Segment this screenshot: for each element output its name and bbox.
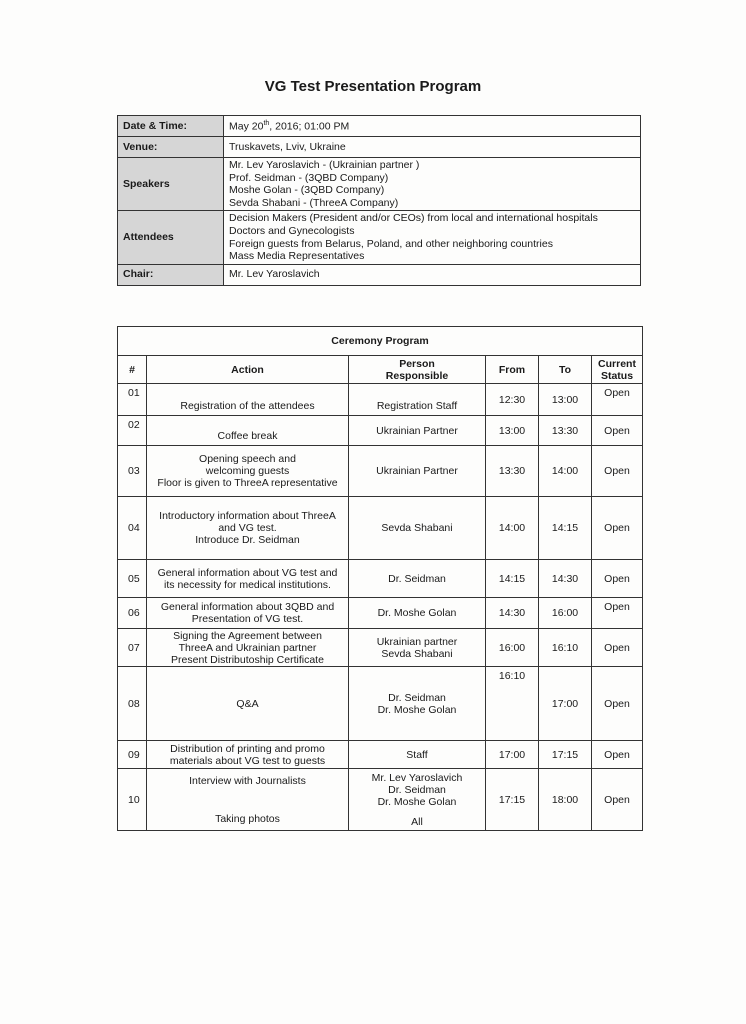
row-to: 16:00 — [539, 598, 592, 629]
row-status: Open — [592, 384, 643, 416]
row-to: 17:00 — [539, 667, 592, 741]
table-row — [118, 629, 643, 667]
row-number: 05 — [118, 560, 147, 598]
row-status: Open — [592, 497, 643, 560]
row-action: Coffee break — [147, 416, 349, 446]
speakers-value: Mr. Lev Yaroslavich - (Ukrainian partner ) Prof. Seidman - (3QBD Company) Moshe Golan - (3QBD Company) Sevda Shabani - (ThreeA Company) — [224, 158, 641, 211]
header-status: Current Status — [592, 356, 643, 384]
row-from: 14:30 — [486, 598, 539, 629]
row-status: Open — [592, 741, 643, 769]
row-number: 02 — [118, 416, 147, 446]
chair-value: Mr. Lev Yaroslavich — [224, 264, 641, 285]
row-to: 13:30 — [539, 416, 592, 446]
row-number: 06 — [118, 598, 147, 629]
row-from: 14:15 — [486, 560, 539, 598]
row-number: 10 — [118, 769, 147, 831]
row-status: Open — [592, 416, 643, 446]
ceremony-program-table — [117, 326, 643, 831]
row-person: Dr. Seidman Dr. Moshe Golan — [349, 667, 486, 741]
row-person: Registration Staff — [349, 384, 486, 416]
row-person: Mr. Lev Yaroslavich Dr. Seidman Dr. Moshe Golan All — [349, 769, 486, 831]
table-row — [118, 769, 643, 831]
row-from: 12:30 — [486, 384, 539, 416]
info-row-chair — [118, 264, 641, 285]
table-row — [118, 560, 643, 598]
program-title: Ceremony Program — [118, 327, 643, 356]
table-row — [118, 384, 643, 416]
event-info-table — [117, 115, 641, 286]
row-status: Open — [592, 560, 643, 598]
row-person: Staff — [349, 741, 486, 769]
row-to: 14:00 — [539, 446, 592, 497]
header-num: # — [118, 356, 147, 384]
row-from: 16:00 — [486, 629, 539, 667]
header-from: From — [486, 356, 539, 384]
table-row — [118, 446, 643, 497]
program-header-row — [118, 356, 643, 384]
row-action: Introductory information about ThreeA and VG test. Introduce Dr. Seidman — [147, 497, 349, 560]
header-action: Action — [147, 356, 349, 384]
row-number: 07 — [118, 629, 147, 667]
row-to: 16:10 — [539, 629, 592, 667]
attendees-value: Decision Makers (President and/or CEOs) from local and international hospitals Doctors and Gynecologists Foreign guests from Belarus, Poland, and other neighboring countries Mass Media Representatives — [224, 211, 641, 264]
info-row-venue — [118, 137, 641, 158]
row-number: 03 — [118, 446, 147, 497]
row-action: Opening speech and welcoming guests Floor is given to ThreeA representative — [147, 446, 349, 497]
row-to: 18:00 — [539, 769, 592, 831]
row-action: Q&A — [147, 667, 349, 741]
row-person: Dr. Moshe Golan — [349, 598, 486, 629]
table-row — [118, 741, 643, 769]
row-action: General information about VG test and its necessity for medical institutions. — [147, 560, 349, 598]
row-action: Registration of the attendees — [147, 384, 349, 416]
row-to: 13:00 — [539, 384, 592, 416]
table-row — [118, 667, 643, 741]
row-number: 01 — [118, 384, 147, 416]
row-from: 13:00 — [486, 416, 539, 446]
row-to: 17:15 — [539, 741, 592, 769]
info-row-attendees — [118, 211, 641, 264]
speakers-label: Speakers — [118, 158, 224, 211]
attendees-label: Attendees — [118, 211, 224, 264]
page-title: VG Test Presentation Program — [264, 78, 482, 95]
row-to: 14:15 — [539, 497, 592, 560]
row-person: Sevda Shabani — [349, 497, 486, 560]
row-from: 16:10 — [486, 667, 539, 741]
row-from: 17:00 — [486, 741, 539, 769]
row-from: 17:15 — [486, 769, 539, 831]
date-label: Date & Time: — [118, 116, 224, 137]
row-status: Open — [592, 667, 643, 741]
row-person: Dr. Seidman — [349, 560, 486, 598]
chair-label: Chair: — [118, 264, 224, 285]
info-row-speakers — [118, 158, 641, 211]
venue-label: Venue: — [118, 137, 224, 158]
venue-value: Truskavets, Lviv, Ukraine — [224, 137, 641, 158]
row-to: 14:30 — [539, 560, 592, 598]
row-person: Ukrainian Partner — [349, 446, 486, 497]
table-row — [118, 598, 643, 629]
row-number: 09 — [118, 741, 147, 769]
row-person: Ukrainian Partner — [349, 416, 486, 446]
row-number: 04 — [118, 497, 147, 560]
header-to: To — [539, 356, 592, 384]
row-person: Ukrainian partner Sevda Shabani — [349, 629, 486, 667]
info-row-date — [118, 116, 641, 137]
row-from: 14:00 — [486, 497, 539, 560]
row-action: Interview with Journalists Taking photos — [147, 769, 349, 831]
row-status: Open — [592, 769, 643, 831]
row-status: Open — [592, 629, 643, 667]
row-action: General information about 3QBD and Presentation of VG test. — [147, 598, 349, 629]
row-status: Open — [592, 598, 643, 629]
date-value: May 20th, 2016; 01:00 PM — [224, 116, 641, 137]
table-row — [118, 416, 643, 446]
row-status: Open — [592, 446, 643, 497]
table-row — [118, 497, 643, 560]
header-person: Person Responsible — [349, 356, 486, 384]
row-number: 08 — [118, 667, 147, 741]
row-action: Signing the Agreement between ThreeA and Ukrainian partner Present Distributoship Certificate — [147, 629, 349, 667]
row-from: 13:30 — [486, 446, 539, 497]
row-action: Distribution of printing and promo materials about VG test to guests — [147, 741, 349, 769]
